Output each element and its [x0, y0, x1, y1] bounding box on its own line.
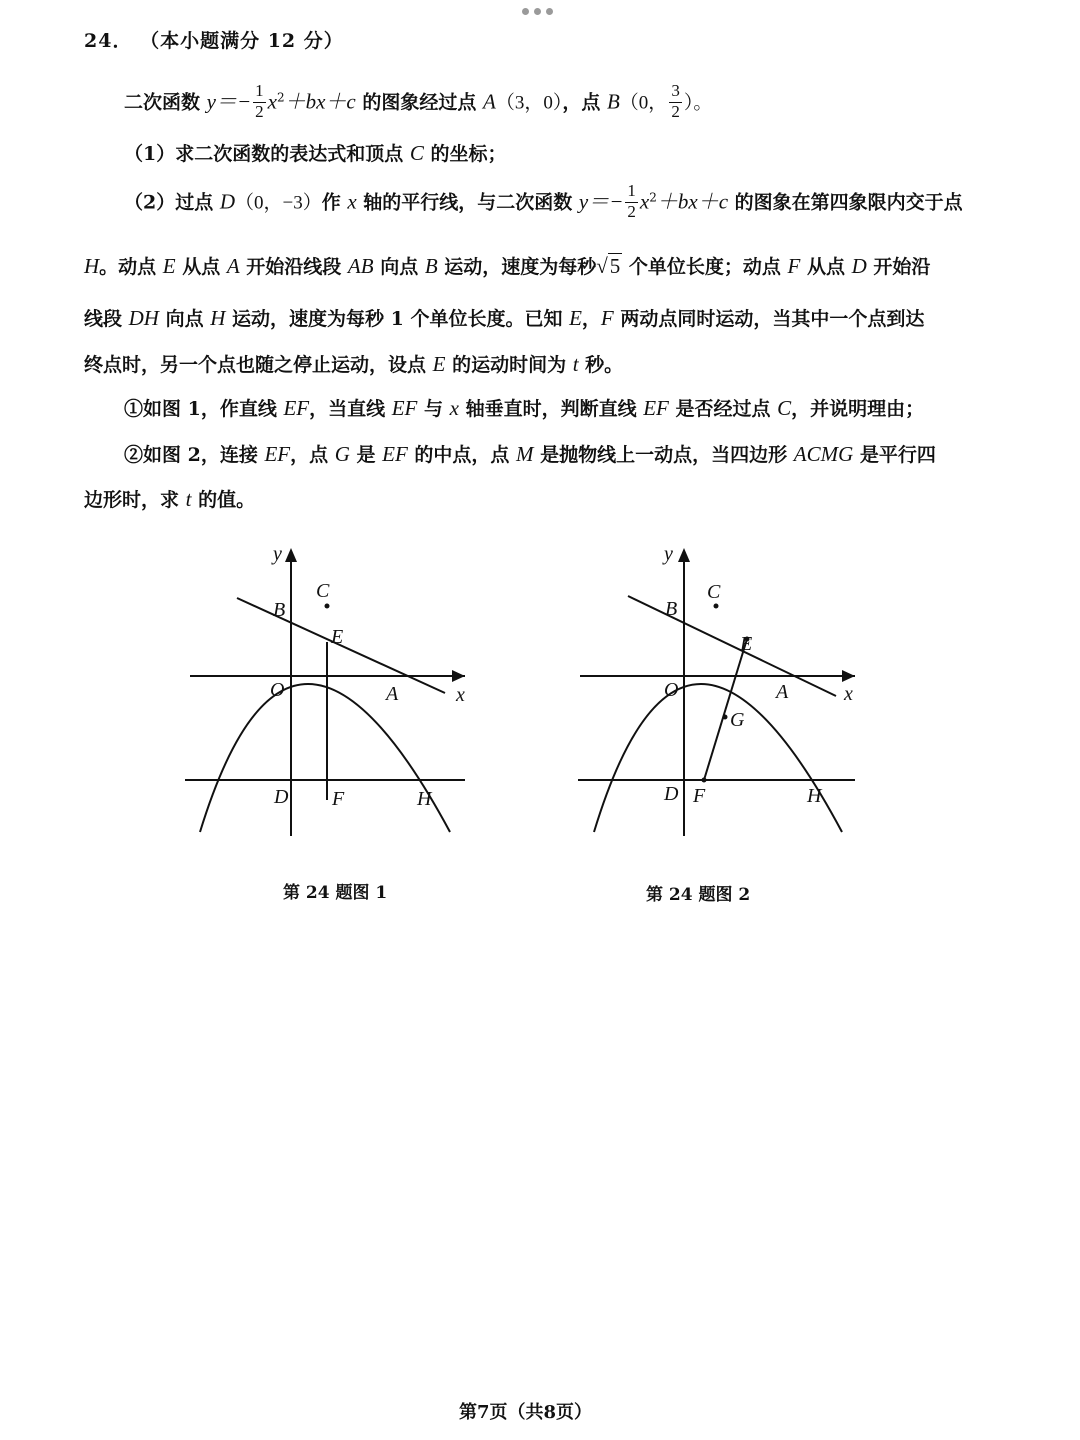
label-y: y [273, 543, 282, 565]
subpart-text: 是 [349, 444, 383, 466]
subpart-text: 是否经过点 [668, 398, 778, 420]
equation-tail: ＋bx＋c [656, 189, 729, 214]
point-g [723, 715, 728, 720]
figure-1 [180, 540, 480, 850]
label-g: G [730, 709, 745, 731]
line-label: EF [283, 396, 310, 420]
label-x: x [844, 683, 853, 705]
equation-lhs: y＝− [206, 89, 252, 114]
point-label: D [851, 254, 867, 278]
line-label: EF [382, 442, 408, 466]
parabola [200, 684, 450, 832]
x-axis-arrow [452, 670, 465, 682]
part2-text: 两动点同时运动，当其中一个点到达 [613, 308, 925, 330]
label-f: F [332, 788, 345, 810]
part2-text: 作 [321, 191, 348, 214]
intro-text: ，点 [562, 91, 607, 114]
label-x: x [456, 684, 465, 706]
part2-text: ， [581, 308, 601, 330]
part2-text: 。动点 [99, 256, 163, 278]
parabola [594, 684, 842, 832]
point-label: E [432, 352, 446, 376]
line-ab [628, 596, 836, 696]
var-x: x [267, 89, 277, 114]
part2-text: （2）过点 [124, 191, 220, 214]
subpart-text: 是抛物线上一动点，当四边形 [533, 444, 794, 466]
part2-text: 线段 [84, 308, 129, 330]
label-f: F [693, 785, 706, 807]
fraction [669, 82, 682, 121]
point-label: F [600, 306, 614, 330]
part1-text: （1）求二次函数的表达式和顶点 [124, 143, 410, 165]
point-f [702, 778, 707, 783]
part2-text: 从点 [175, 256, 227, 278]
subpart2-line2 [84, 489, 255, 510]
line-label: EF [391, 396, 418, 420]
label-o: O [270, 679, 285, 701]
exponent: 2 [276, 90, 285, 105]
part2-text: 的图象在第四象限内交于点 [728, 191, 963, 214]
part2-text: 开始沿 [866, 256, 931, 278]
point-label: E [569, 306, 582, 330]
subpart-text: 轴垂直时，判断直线 [458, 398, 644, 420]
fraction-denominator: 2 [671, 101, 680, 121]
intro-text: 二次函数 [124, 91, 201, 114]
label-d: D [664, 783, 679, 805]
fraction [625, 182, 638, 221]
exponent: 2 [649, 190, 657, 205]
part2-text: 的运动时间为 [445, 354, 573, 376]
fraction-denominator: 2 [627, 201, 636, 221]
part2-text: 向点 [373, 256, 425, 278]
label-d: D [274, 786, 289, 808]
subpart-text: 与 [417, 398, 450, 420]
part2-text: 向点 [158, 308, 211, 330]
point-label: D [219, 189, 236, 214]
var-x: x [449, 396, 459, 420]
point-label: B [606, 89, 620, 114]
var-x: x [639, 189, 650, 214]
coordinate: （3，0） [495, 92, 563, 114]
label-e: E [740, 633, 753, 655]
handle-dot [546, 8, 553, 15]
y-axis-arrow [678, 548, 690, 562]
part2-line1 [124, 181, 963, 223]
label-b: B [273, 599, 286, 621]
question-number: 24． [84, 30, 133, 52]
part1-text: 的坐标； [423, 143, 507, 165]
fraction-numerator: 1 [253, 82, 266, 103]
quadrilateral-label: ACMG [793, 442, 854, 466]
part2-text: 运动，速度为每秒 1 个单位长度。已知 [225, 308, 570, 330]
part2-line4 [84, 354, 623, 375]
subpart-text: ②如图 2，连接 [124, 444, 265, 466]
coordinate: （0，−3） [235, 192, 322, 214]
point-label: A [226, 254, 240, 278]
line-label: EF [264, 442, 291, 466]
fraction-numerator: 1 [625, 182, 638, 203]
label-y: y [664, 543, 673, 565]
subpart1-line [124, 398, 924, 419]
label-h: H [417, 788, 432, 810]
point-label: G [334, 442, 350, 466]
label-b: B [665, 598, 678, 620]
part2-line3 [84, 308, 924, 329]
point-label: C [409, 141, 424, 165]
var-x: x [347, 189, 357, 214]
equation-lhs: y＝− [578, 189, 624, 214]
intro-text: 的图象经过点 [355, 91, 483, 114]
sqrt-expression: √5 [596, 254, 621, 278]
point-label: H [210, 306, 226, 330]
point-label: B [424, 254, 438, 278]
coordinate: （0， [619, 92, 668, 114]
point-label: H [84, 254, 100, 278]
score-note: （本小题满分 12 分） [140, 30, 344, 52]
label-h: H [807, 785, 822, 807]
label-e: E [331, 626, 344, 648]
point-c [325, 604, 330, 609]
point-label: E [162, 254, 176, 278]
figure-2 [570, 540, 870, 850]
part2-text: 个单位长度；动点 [622, 256, 788, 278]
point-label: C [777, 396, 792, 420]
subpart-text: 是平行四 [853, 444, 936, 466]
point-label: A [483, 89, 496, 114]
label-o: O [664, 679, 679, 701]
label-c: C [707, 581, 721, 603]
question-header [84, 26, 344, 53]
subpart-text: 边形时，求 [84, 489, 186, 511]
var-t: t [572, 352, 579, 376]
part2-line2 [84, 256, 930, 277]
label-a: A [386, 683, 399, 705]
page-footer: 第7页（共8页） [459, 1402, 593, 1423]
y-axis-arrow [285, 548, 297, 562]
var-t: t [185, 487, 192, 511]
coordinate: ）。 [683, 92, 713, 114]
point-c [714, 604, 719, 609]
intro-line [124, 81, 713, 123]
handle-dot [522, 8, 529, 15]
part2-text: 轴的平行线，与二次函数 [356, 191, 579, 214]
x-axis-arrow [842, 670, 855, 682]
point-label: F [787, 254, 801, 278]
figure-1-caption: 第 24 题图 1 [283, 883, 388, 903]
equation-tail: ＋bx＋c [284, 89, 356, 114]
part2-text: 终点时，另一个点也随之停止运动，设点 [84, 354, 433, 376]
subpart-text: ，当直线 [309, 398, 392, 420]
point-label: M [516, 442, 534, 466]
part2-text: 秒。 [578, 354, 624, 376]
figure-2-caption: 第 24 题图 2 [646, 885, 751, 905]
radicand: 5 [609, 254, 621, 278]
part2-text: 运动，速度为每秒 [437, 256, 597, 278]
part1-line [124, 143, 506, 164]
drag-handle[interactable] [522, 8, 553, 15]
segment-label: DH [128, 306, 159, 330]
subpart-text: ，点 [290, 444, 335, 466]
label-c: C [316, 580, 330, 602]
handle-dot [534, 8, 541, 15]
subpart-text: ①如图 1，作直线 [124, 398, 284, 420]
subpart-text: 的值。 [191, 489, 256, 511]
subpart-text: ，并说明理由； [791, 398, 925, 420]
fraction [253, 82, 266, 121]
segment-label: AB [347, 254, 374, 278]
part2-text: 开始沿线段 [239, 256, 348, 278]
label-a: A [776, 681, 789, 703]
subpart2-line [124, 444, 936, 465]
line-label: EF [643, 396, 669, 420]
part2-text: 从点 [800, 256, 852, 278]
fraction-denominator: 2 [255, 101, 264, 121]
subpart-text: 的中点，点 [407, 444, 517, 466]
fraction-numerator: 3 [669, 82, 682, 103]
